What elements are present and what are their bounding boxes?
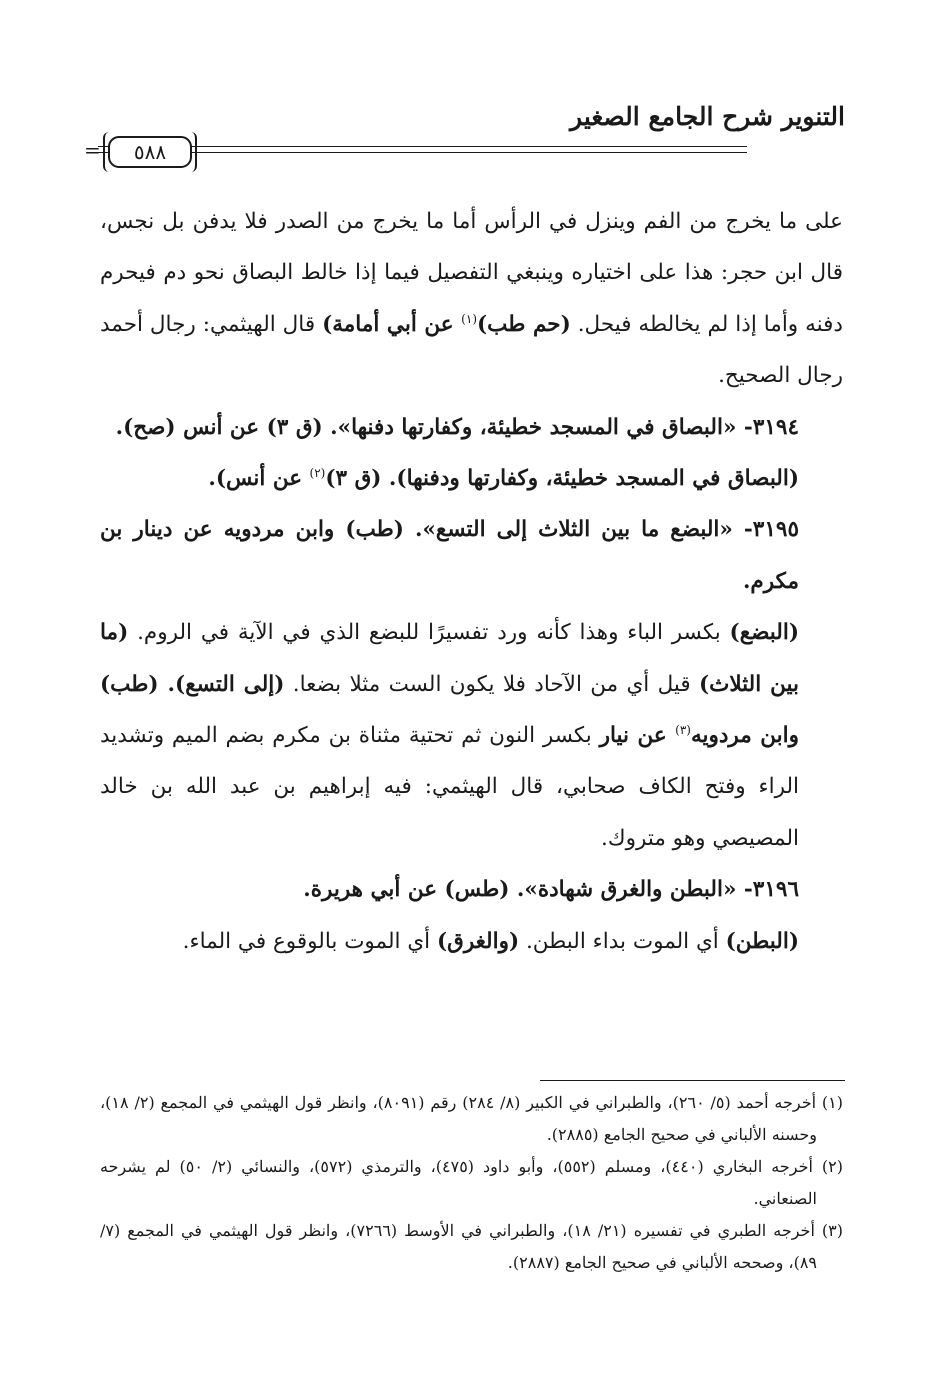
lemma: (إلى التسع). (طب) وابن مردويه	[100, 671, 799, 749]
main-text	[100, 196, 843, 967]
hadith-text: ٣١٩٦- «البطن والغرق شهادة». (طس) عن أبي هريرة.	[303, 877, 799, 903]
narrator: عن أبي أمامة)	[322, 311, 462, 337]
text-run: قال الهيثمي: رجال أحمد رجال الصحيح.	[100, 311, 843, 389]
footnote-separator	[540, 1080, 845, 1081]
footnotes	[100, 1087, 843, 1279]
paragraph-continuation	[100, 196, 843, 402]
page-number-box	[108, 136, 192, 168]
commentary-3196	[100, 916, 843, 967]
lemma: (والغرق)	[436, 928, 520, 954]
text-run: أي الموت بالوقوع في الماء.	[182, 928, 437, 954]
commentary-3194	[100, 453, 843, 504]
lemma: (ما بين الثلاث)	[100, 620, 800, 697]
lemma: (البضع)	[729, 620, 799, 646]
text-run: قيل أي من الآحاد فلا يكون الست مثلا بضعا.	[284, 671, 699, 697]
footnote-3: (٣) أخرجه الطبري في تفسيره (٢١/ ١٨)، والطبراني في الأوسط (٧٢٦٦)، وانظر قول الهيثمي في المجمع (٧/ ٨٩)، وصححه الألباني في صحيح الجامع (٢٨٨٧).	[100, 1221, 844, 1272]
quoted-hadith: (البصاق في المسجد خطيئة، وكفارتها ودفنها). (ق ٣)	[325, 466, 799, 492]
text-run: بكسر الباء وهذا كأنه ورد تفسيرًا للبضع الذي في الآية في الروم.	[128, 620, 730, 646]
narrator: عن أنس).	[208, 466, 310, 492]
source-code: (حم طب)	[477, 311, 571, 337]
hadith-3195	[100, 504, 843, 607]
hadith-3196	[100, 864, 843, 915]
hadith-3194	[100, 402, 843, 453]
footnote-1: (١) أخرجه أحمد (٥/ ٢٦٠)، والطبراني في الكبير (٨/ ٢٨٤) رقم (٨٠٩١)، وانظر قول الهيثمي في المجمع (٢/ ١٨)، وحسنه الألباني في صحيح الجامع (٢٨٨٥).	[100, 1093, 843, 1144]
running-title: التنوير شرح الجامع الصغير	[570, 102, 845, 131]
footnote-ref-1: (١)	[461, 311, 477, 326]
footnote-ref-2: (٢)	[309, 465, 326, 480]
hadith-text: ٣١٩٥- «البضع ما بين الثلاث إلى التسع». (طب) وابن مردويه عن دينار بن مكرم.	[100, 517, 799, 594]
page-number: ٥٨٨	[133, 140, 167, 164]
page-header	[84, 96, 845, 166]
text-run: أي الموت بداء البطن.	[519, 928, 726, 954]
hadith-text: ٣١٩٤- «البصاق في المسجد خطيئة، وكفارتها دفنها». (ق ٣) عن أنس (صح).	[115, 414, 799, 440]
footnote-2: (٢) أخرجه البخاري (٤٤٠)، ومسلم (٥٥٢)، وأبو داود (٤٧٥)، والترمذي (٥٧٢)، والنسائي (٢/ ٥٠) لم يشرحه الصنعاني.	[100, 1157, 843, 1208]
commentary-3195	[100, 607, 843, 864]
lemma: (البطن)	[725, 928, 799, 954]
footnote-ref-3: (٣)	[675, 722, 691, 737]
text-run: على ما يخرج من الفم وينزل في الرأس أما ما يخرج من الصدر فلا يدفن بل نجس، قال ابن حجر: هذا على اختياره وينبغي التفصيل فيما إذا خالط البصاق نحو دم فيحرم دفنه وأما إذا لم يخالطه فيحل.	[100, 209, 843, 337]
narrator: عن نيار	[599, 723, 676, 749]
continuation-mark: =	[84, 138, 101, 162]
text-run: بكسر النون ثم تحتية مثناة بن مكرم بضم الميم وتشديد الراء وفتح الكاف صحابي، قال الهيثمي: فيه إبراهيم بن عبد الله بن خالد المصيصي وهو متروك.	[100, 723, 799, 851]
